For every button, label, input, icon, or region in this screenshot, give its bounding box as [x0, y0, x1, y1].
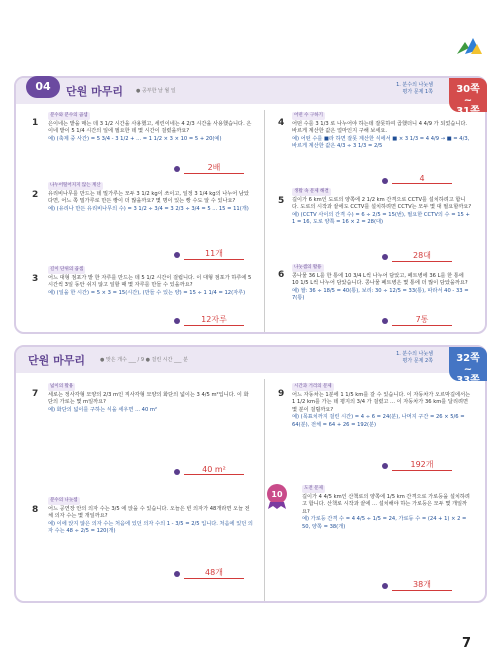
answer-marker [174, 469, 180, 475]
answer: 2배 [184, 162, 244, 174]
question-text: 어느 자동차는 1분에 1 1/5 km를 갈 수 있습니다. 이 자동차가 오르막길에서는 1 1/2 km를 가는 데 평지의 3/4 가 걸렸고 ... 이 자동차가 36 km를 달리려면 몇 분이 걸릴까요? [292, 391, 471, 413]
question [48, 497, 253, 536]
solution-text: 예) 화단의 넓이를 구하는 식을 세우면 ... 40 m² [48, 406, 158, 413]
question-number: 6 [278, 270, 285, 280]
question [292, 383, 472, 430]
solution-text: 예) 쌀: 36 ÷ 18/5 = 40(통), 보리: 30 ÷ 12/5 = 33(통), 따라서 40 - 33 = 7(통) [292, 287, 469, 302]
answer: 48개 [184, 567, 244, 579]
question-text: 유리비나무를 만드는 데 밀가루는 모두 3 1/2 kg이 쓰이고, 일정 3 1/4 kg의 나누어 남았다면, 어느 쪽 밀가루로 만든 빵이 더 많을까요? 몇 명이 있는 빵 수도 알 수 있나요? [48, 190, 249, 205]
answer-marker [382, 583, 388, 589]
question-tag: 시간과 거리의 문제 [294, 384, 332, 389]
question-number: 9 [278, 389, 285, 399]
question [292, 188, 472, 227]
answer: 40 m² [184, 465, 244, 475]
answer: 192개 [392, 459, 452, 471]
solution-text: 예) (일을 한 시간) = 5 × 3 = 15(시간), (만들 수 있는 양) = 15 ÷ 1 1/4 = 12(자루) [48, 289, 246, 296]
question-number: 8 [32, 505, 39, 515]
question-number: 1 [32, 118, 39, 128]
page-number: 7 [462, 636, 472, 651]
challenge-badge-icon [264, 482, 290, 510]
solution-text: 예) (유리나 만든 유리비나무의 수) = 3 1/2 ÷ 3/4 = 3 2/3 ÷ 3/4 = 5 ... 15 = 11(개) [48, 205, 249, 212]
panel-title: 단원 마무리 [28, 354, 85, 367]
question-number: 2 [32, 190, 39, 200]
question [292, 264, 472, 303]
question-text: 길이가 6 km인 도로의 양쪽에 2 1/2 km 간격으로 CCTV를 설치하려고 합니다. 도로의 시작과 끝에도 CCTV를 설치하려면 CCTV는 모두 몇 대 필요할까요? [292, 196, 472, 211]
question-number: 4 [278, 118, 285, 128]
question-tag: 분수와 분수의 곱셈 [50, 113, 88, 118]
question-number: 7 [32, 389, 39, 399]
solution-text: 예) (CCTV 사이의 간격 수) = 6 ÷ 2/5 = 15(번), 필요한 CCTV의 수 = 15 + 1 = 16, 도로 양쪽 = 16 × 2 = 28(대) [292, 211, 470, 226]
question-number: 5 [278, 196, 285, 206]
study-date: ● 공부한 날 월 일 [136, 88, 176, 94]
panel-title: 단원 마무리 [66, 85, 123, 98]
question-text: 길이가 4 4/5 km인 산책로의 양쪽에 1/5 km 간격으로 가로등을 설치하려고 합니다. 산책로 시작과 끝에 ... 설치해야 하는 가로등은 모두 몇 개일까요? [302, 493, 470, 515]
question [302, 485, 472, 532]
answer-marker [174, 252, 180, 258]
answer-marker [174, 571, 180, 577]
question-tag: 넓이의 활용 [50, 384, 74, 389]
solution-text: 예) (축제 중 사간) = 5 3/4 - 3 1/2 + ... = 1 1/2 × 3 × 10 = 5 + 20(예) [48, 135, 222, 142]
answer-marker [174, 166, 180, 172]
question [48, 266, 253, 297]
question-tag: 도전 문제 [304, 486, 323, 491]
panel-header [16, 78, 485, 104]
page-range-badge: 32쪽 ~ 33쪽 [449, 347, 487, 381]
question-tag: 어떤 수 구하기 [294, 113, 323, 118]
question [48, 182, 253, 213]
answer-marker [382, 254, 388, 260]
question-text: 어느 공연장 안의 의자 수는 3/5 에 앉을 수 있습니다. 오늘은 빈 의자가 48개라면 오늘 전체 의자 수는 몇 개일까요? [48, 505, 250, 520]
question-tag: 나눗셈의 활용 [294, 265, 322, 270]
solution-text: 예) 어떤 수를 ■라 하면 잘못 계산한 식에서 ■ × 3 1/3 = 4 4/9 → ■ = 4/3, 바르게 계산한 값은 4/3 ÷ 3 1/3 = 2/5 [292, 135, 470, 150]
question-text: 어느 대형 점포가 밭 한 자루를 만드는 데 5 1/2 시간이 걸립니다. 이 대형 점포가 하루에 5시간씩 3일 동안 쉬지 않고 일할 때 몇 자루를 만들 수 있을까요? [48, 274, 252, 289]
badge-number: 10 [271, 490, 283, 499]
solution-text: 예) (목표치까지 걸린 시간) = 4 ÷ 6 = 24(분), 나머지 구간 = 26 × 5/6 = 64(분), 전체 = 64 + 26 = 192(분) [292, 414, 465, 428]
unit-tag: 1. 분수의 나눗셈 평가 문제 1쪽 [396, 82, 433, 95]
question [48, 383, 253, 414]
question [48, 112, 253, 143]
solution-text: 예) 가로등 간격 수 = 4 4/5 ÷ 1/5 = 24, 가로등 수 = (24 + 1) × 2 = 50, 양쪽 = 38(개) [302, 516, 467, 530]
unit-tag: 1. 분수의 나눗셈 평가 문제 2쪽 [396, 351, 433, 364]
question-text: 은이네는 밭을 매는 데 3 1/2 시간을 사용했고, 세린이네는 4 2/3 시간을 사용했습니다. 은이네 밭이 5 1/4 시간의 일에 필요한 데 몇 시간이 걸렸을까요? [48, 120, 252, 135]
question-tag: 생활 속 문제 해결 [294, 189, 329, 194]
question-text: 콩나물 36 L를 한 통에 10 3/4 L씩 나누어 담았고, 페트병에 36 L를 한 통에 10 1/5 L씩 나누어 담았습니다. 콩나물 페트병은 몇 통에 더 많이 담았을까요? [292, 272, 468, 287]
question-number: 3 [32, 274, 39, 284]
question [292, 112, 472, 151]
question-tag: 길이 단위의 곱셈 [50, 267, 84, 272]
question-tag: 분수의 나눗셈 [50, 498, 78, 503]
question-text: 어떤 수를 3 1/3 로 나누어야 하는데 잘못하여 곱했더니 4 4/9 가 되었습니다. 바르게 계산한 값은 얼마인지 구해 보세요. [292, 120, 468, 135]
page-range-badge: 30쪽 ~ 31쪽 [449, 78, 487, 112]
answer: 4 [392, 174, 452, 184]
answer-marker [382, 463, 388, 469]
answer: 28대 [392, 250, 452, 262]
chapter-number: 04 [26, 76, 60, 98]
review-panel-2 [14, 345, 487, 603]
answer-marker [382, 178, 388, 184]
score-meta: ● 맞은 개수 ___ / 9 ● 걸린 시간 ___ 분 [100, 357, 188, 363]
solution-text: 예) 이에 앉지 않은 의자 수는 처음에 있던 의자 수의 1 - 3/5 = 2/5 입니다. 처음에 있던 의자 수는 48 ÷ 2/5 = 120(개) [48, 520, 253, 535]
answer: 12자루 [184, 314, 244, 326]
review-panel-1 [14, 76, 487, 334]
question-text: 세로는 정사각형 모양의 2/3 m인 직사각형 모양의 화단의 넓이는 3 4/5 m²입니다. 이 화단의 가로는 몇 m일까요? [48, 391, 249, 406]
question-tag: 나누어떨어지지 않는 계산 [50, 183, 101, 188]
answer-marker [382, 318, 388, 324]
panel-header [16, 347, 485, 373]
answer-marker [174, 318, 180, 324]
column-divider [264, 110, 265, 332]
answer: 38개 [392, 579, 452, 591]
logo-icon [455, 36, 483, 56]
answer: 11개 [184, 248, 244, 260]
answer: 7통 [392, 314, 452, 326]
